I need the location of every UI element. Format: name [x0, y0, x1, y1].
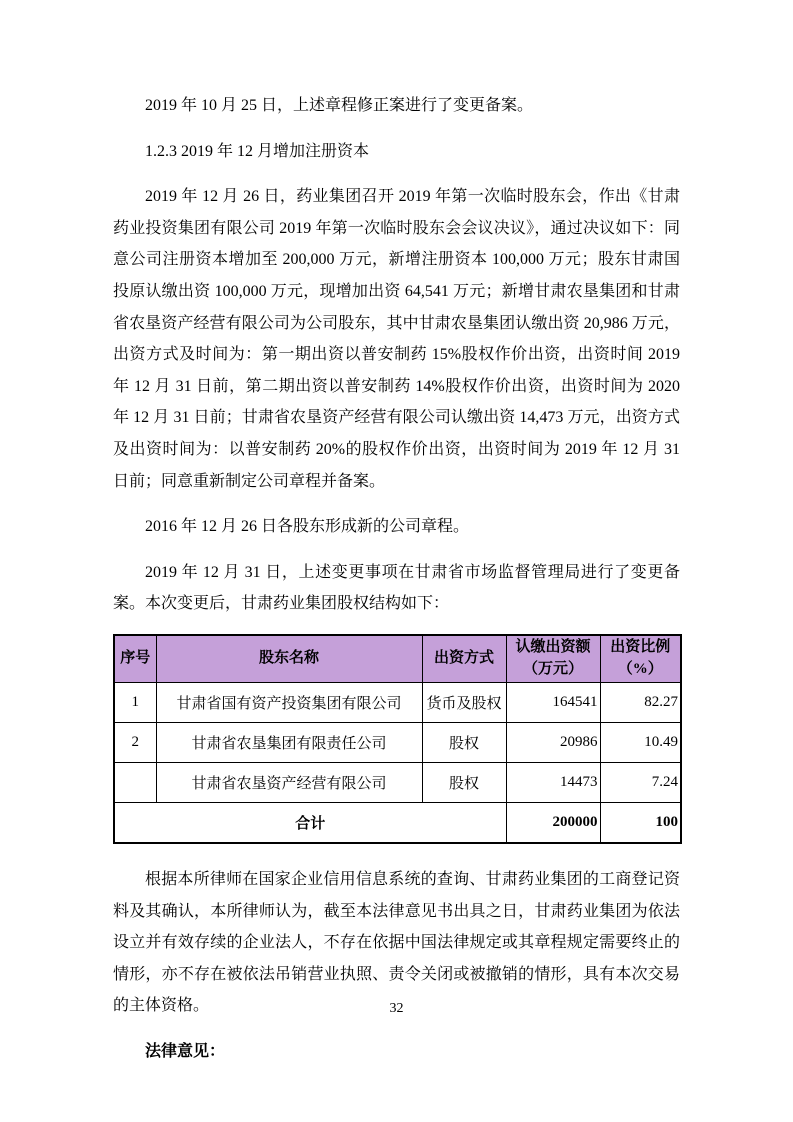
- header-shareholder-name: 股东名称: [156, 635, 422, 683]
- cell-ratio: 7.24: [600, 763, 681, 803]
- cell-shareholder-name: 甘肃省国有资产投资集团有限公司: [156, 683, 422, 723]
- cell-method: 货币及股权: [422, 683, 506, 723]
- table-row: [114, 763, 681, 803]
- cell-amount: 164541: [506, 683, 600, 723]
- cell-shareholder-name: 甘肃省农垦资产经营有限公司: [156, 763, 422, 803]
- paragraph-new-charter: 2016 年 12 月 26 日各股东形成新的公司章程。: [145, 518, 470, 536]
- cell-seq: [114, 763, 156, 803]
- cell-seq: 2: [114, 723, 156, 763]
- cell-total-ratio: 100: [600, 803, 681, 843]
- cell-amount: 14473: [506, 763, 600, 803]
- cell-total-amount: 200000: [506, 803, 600, 843]
- paragraph-capital-increase: 2019 年 12 月 26 日，药业集团召开 2019 年第一次临时股东会，作出《甘肃药业投资集团有限公司 2019 年第一次临时股东会会议决议》，通过决议如下：同意公司注册资本增加至 200,000 万元，新增注册资本 100,000 万元；股东甘肃国投原认缴出资 100,000 万元，现增加出资 64,541 万元；新增甘肃农垦集团和甘肃省农垦资产经营有限公司为公司股东，其中甘肃农垦集团认缴出资 20,986 万元，出资方式及时间为：第一期出资以普安制药 15%股权作价出资，出资时间 2019 年 12 月 31 日前，第二期出资以普安制药 14%股权作价出资，出资时间为 2020 年 12 月 31 日前；甘肃省农垦资产经营有限公司认缴出资 14,473 万元，出资方式及出资时间为：以普安制药 20%的股权作价出资，出资时间为 2019 年 12 月 31 日前；同意重新制定公司章程并备案。: [113, 188, 680, 490]
- paragraph-lawyer-statement: 根据本所律师在国家企业信用信息系统的查询、甘肃药业集团的工商登记资料及其确认，本所律师认为，截至本法律意见书出具之日，甘肃药业集团为依法设立并有效存续的企业法人，不存在依据中国法律规定或其章程规定需要终止的情形，亦不存在被依法吊销营业执照、责令关闭或被撤销的情形，具有本次交易的主体资格。: [113, 870, 680, 1015]
- cell-total-label: 合计: [114, 803, 506, 843]
- cell-method: 股权: [422, 723, 506, 763]
- paragraph-change-filing: 2019 年 10 月 25 日，上述章程修正案进行了变更备案。: [145, 97, 534, 114]
- table-total-row: [114, 803, 681, 843]
- header-contribution-ratio: 出资比例（%）: [600, 635, 681, 683]
- page-number: 32: [389, 1001, 404, 1016]
- cell-ratio: 10.49: [600, 723, 681, 763]
- cell-amount: 20986: [506, 723, 600, 763]
- paragraph-registration-change: 2019 年 12 月 31 日，上述变更事项在甘肃省市场监督管理局进行了变更备案。本次变更后，甘肃药业集团股权结构如下：: [113, 563, 680, 613]
- cell-seq: 1: [114, 683, 156, 723]
- header-contribution-method: 出资方式: [422, 635, 506, 683]
- section-heading-1-2-3: 1.2.3 2019 年 12 月增加注册资本: [145, 142, 370, 160]
- table-row: [114, 723, 681, 763]
- header-subscribed-amount: 认缴出资额（万元）: [506, 635, 600, 683]
- cell-method: 股权: [422, 763, 506, 803]
- equity-structure-table: [113, 634, 682, 844]
- legal-opinion-heading: 法律意见：: [145, 1042, 226, 1060]
- cell-ratio: 82.27: [600, 683, 681, 723]
- table-row: [114, 683, 681, 723]
- cell-shareholder-name: 甘肃省农垦集团有限责任公司: [156, 723, 422, 763]
- table-header-row: [114, 635, 681, 683]
- header-seq: 序号: [114, 635, 156, 683]
